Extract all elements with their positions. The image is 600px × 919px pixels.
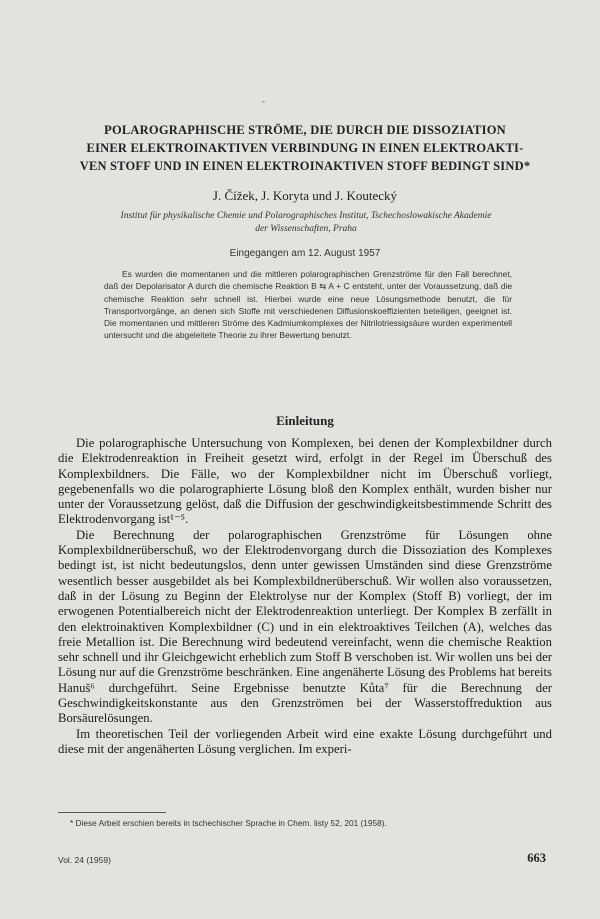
header-mark: - <box>262 96 265 106</box>
paper-title <box>60 121 550 175</box>
title-line: EINER ELEKTROINAKTIVEN VERBINDUNG IN EINEN ELEKTROAKTI- <box>86 141 524 155</box>
institute <box>56 210 556 236</box>
title-line: VEN STOFF UND IN EINEN ELEKTROINAKTIVEN STOFF BEDINGT SIND* <box>79 159 531 173</box>
institute-line: Institut für physikalische Chemie und Polarographisches Institut, Tschechoslowakische Akademie <box>120 211 492 221</box>
body-text <box>58 436 552 757</box>
paragraph: Im theoretischen Teil der vorliegenden Arbeit wird eine exakte Lösung durchgeführt und diese mit der angenäherten Lösung verglichen. Im experi- <box>58 726 552 756</box>
paragraph: Die Berechnung der polarographischen Grenzströme für Lösungen ohne Komplexbildnerüberschuß, wo der Elektrodenvorgang durch die Dissoziation des Komplexes bedingt ist, ist nicht bedeutungslos, denn unter gewissen Umständen sind diese Grenzströme wesentlich besser ausgebildet als bei Komplexbildnerüberschuß. Wir wollen also voraussetzen, daß in der Lösung zu Beginn der Elektrolyse nur der Komplex (Stoff B) vorliegt, der im erwogenen Potentialbereich nicht der Elektrodenreaktion unterliegt. Der Komplex B zerfällt in den elektroinaktiven Komplexbildner (C) und in ein elektroaktives Teilchen (A), welches das freie Metallion ist. Die Berechnung wird bedeutend vereinfacht, wenn die chemische Reaktion sehr schnell und ihr Gleichgewicht erheblich zum Stoff B verschoben ist. Wir wollen uns bei der Lösung nur auf die Grenzströme beschränken. Eine angenäherte Lösung des Problems hat bereits Hanuš⁶ durchgeführt. Seine Ergebnisse benutzte Kůta⁷ für die Berechnung der Geschwindigkeitskonstante aus den Grenzströmen bei der Wasserstoffreduktion aus Borsäurelösungen. <box>58 527 552 726</box>
paragraph: Die polarographische Untersuchung von Komplexen, bei denen der Komplexbildner durch die Elektrodenreaktion in Freiheit gesetzt wird, erfolgt in der Regel im Überschuß des Komplexbildners. Die Fälle, wo der Komplexbildner nicht im Überschuß vorliegt, gegebenenfalls wo die polarographierte Lösung bloß den Komplex enthält, wurden bisher nur unter der Voraussetzung gelöst, daß die Diffusion der geschwindigkeitsbestimmende Schritt des Elektrodenvorgang ist¹⁻⁵. <box>58 436 552 527</box>
abstract-text: Es wurden die momentanen und die mittleren polarographischen Grenzströme für den Fall berechnet, daß der Depolarisator A durch die chemische Reaktion B ⇆ A + C entsteht, unter der Voraussetzung, daß die chemische Reaktion sehr schnell ist. Hierbei wurde eine neue Lösungsmethode benutzt, die für Transportvorgänge, an denen sich Stoffe mit verschiedenen Diffusionskoeffizienten beteiligen, geeignet ist. Die momentanen und mittleren Ströme des Kadmiumkomplexes der Nitrilotriessigsäure wurden experimentell untersucht und die abgeleitete Theorie zu ihrer Bewertung benutzt. <box>104 269 512 341</box>
institute-line: der Wissenschaften, Praha <box>255 224 357 234</box>
title-line: POLAROGRAPHISCHE STRÖME, DIE DURCH DIE DISSOZIATION <box>104 123 506 137</box>
footnote: * Diese Arbeit erschien bereits in tschechischer Sprache in Chem. listy 52, 201 (1958). <box>70 818 387 828</box>
page-number: 663 <box>527 851 546 865</box>
section-heading: Einleitung <box>276 413 334 428</box>
received-date: Eingegangen am 12. August 1957 <box>229 248 381 259</box>
volume-info: Vol. 24 (1959) <box>58 855 111 865</box>
authors: J. Čížek, J. Koryta und J. Koutecký <box>212 188 398 203</box>
abstract <box>104 268 512 342</box>
footnote-rule <box>58 812 166 813</box>
